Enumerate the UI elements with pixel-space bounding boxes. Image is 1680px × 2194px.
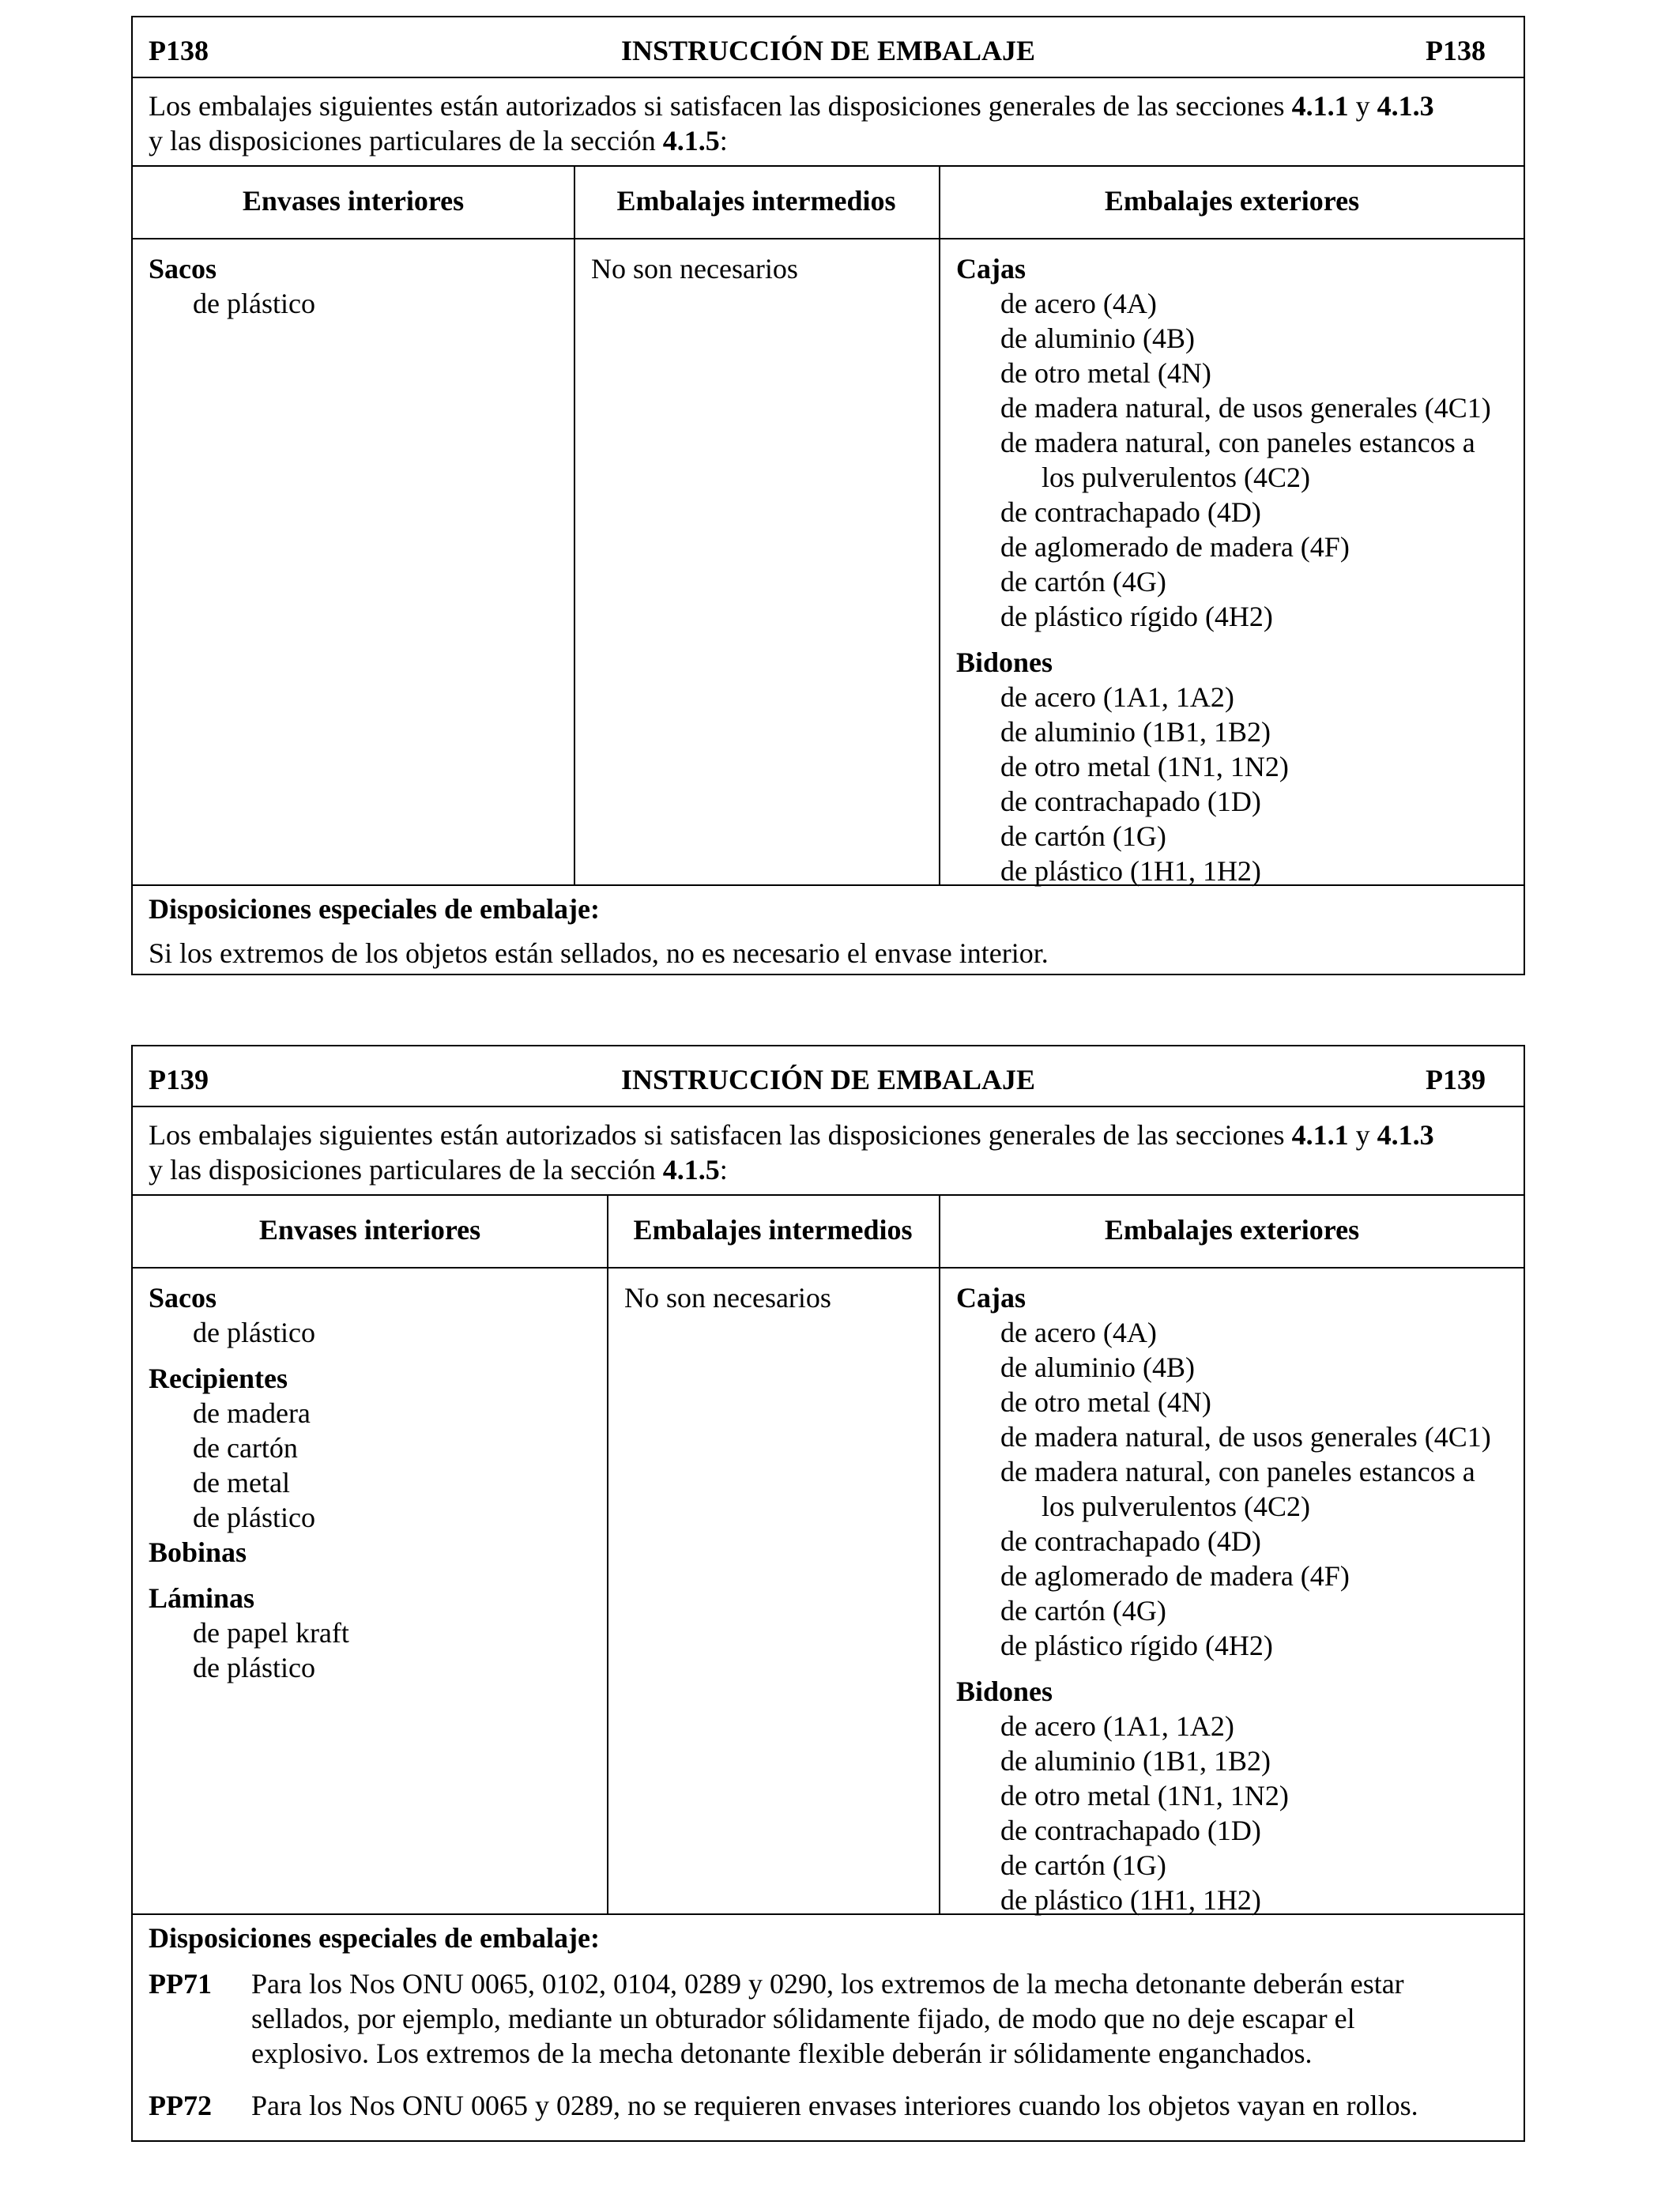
intro-text-part: y las disposiciones particulares de la sección — [149, 125, 663, 156]
list-item: de cartón (4G) — [1000, 566, 1166, 598]
instruction-title-row — [133, 17, 1524, 78]
outer-packagings-cell — [956, 251, 1491, 888]
intro-text — [149, 89, 1508, 158]
list-item: de aluminio (4B) — [1000, 1351, 1195, 1383]
packing-instruction-p138 — [131, 16, 1525, 975]
list-item: de acero (4A) — [1000, 288, 1157, 319]
column-divider — [607, 1194, 608, 1913]
list-item: de madera natural, con paneles estancos a — [1000, 427, 1475, 458]
instruction-title: INSTRUCCIÓN DE EMBALAJE — [620, 1064, 1036, 1095]
special-provision-pp71 — [149, 1966, 1508, 2071]
intro-text-part: y las disposiciones particulares de la sección — [149, 1154, 663, 1186]
list-item: de aglomerado de madera (4F) — [1000, 531, 1350, 563]
special-provisions-title: Disposiciones especiales de embalaje: — [149, 893, 600, 925]
intermediate-value: No son necesarios — [624, 1282, 831, 1314]
list-item: de contrachapado (1D) — [1000, 786, 1261, 817]
intro-text-part: Los embalajes siguientes están autorizados si satisfacen las disposiciones generales de las secciones — [149, 1119, 1292, 1151]
group-heading: Bobinas — [149, 1536, 247, 1568]
section-ref: 4.1.1 — [1291, 1119, 1349, 1151]
special-provisions-title: Disposiciones especiales de embalaje: — [149, 1922, 600, 1954]
list-item: de otro metal (1N1, 1N2) — [1000, 1780, 1289, 1811]
outer-packagings-cell — [956, 1280, 1491, 1917]
intro-text-part: y — [1348, 90, 1377, 122]
divider — [133, 165, 1524, 167]
list-item: de contrachapado (4D) — [1000, 1525, 1261, 1557]
list-item: de plástico (1H1, 1H2) — [1000, 1884, 1261, 1916]
group-heading: Bidones — [956, 647, 1053, 678]
list-item: de plástico rígido (4H2) — [1000, 1630, 1273, 1661]
intro-text-part: : — [719, 125, 728, 156]
list-item: de plástico — [193, 1317, 315, 1348]
inner-packagings-cell — [149, 1280, 349, 1685]
instruction-title: INSTRUCCIÓN DE EMBALAJE — [620, 35, 1036, 66]
group-heading: Bidones — [956, 1676, 1053, 1707]
instruction-code-left: P139 — [149, 1064, 209, 1095]
column-header-outer: Embalajes exteriores — [1104, 185, 1360, 217]
list-item: de plástico — [193, 288, 315, 319]
group-heading: Sacos — [149, 1282, 217, 1314]
provision-code: PP71 — [149, 1968, 212, 2000]
list-item: de metal — [193, 1467, 290, 1498]
list-item: de contrachapado (4D) — [1000, 496, 1261, 528]
instruction-title-row — [133, 1046, 1524, 1107]
list-item: de cartón (4G) — [1000, 1595, 1166, 1627]
column-header-outer: Embalajes exteriores — [1104, 1214, 1360, 1246]
list-item: de acero (1A1, 1A2) — [1000, 681, 1234, 713]
list-item: de aluminio (1B1, 1B2) — [1000, 1745, 1271, 1777]
list-item: de madera — [193, 1397, 311, 1429]
list-item: de plástico (1H1, 1H2) — [1000, 855, 1261, 887]
column-header-intermediate: Embalajes intermedios — [616, 185, 896, 217]
section-ref: 4.1.3 — [1377, 90, 1434, 122]
group-heading: Sacos — [149, 253, 217, 285]
intro-text — [149, 1118, 1508, 1187]
provision-code: PP72 — [149, 2090, 212, 2121]
section-ref: 4.1.1 — [1291, 90, 1349, 122]
inner-packagings-cell — [149, 251, 315, 321]
intermediate-packagings-cell — [591, 251, 798, 286]
list-item: los pulverulentos (4C2) — [1042, 1491, 1310, 1522]
section-ref: 4.1.5 — [662, 125, 720, 156]
list-item: de aluminio (1B1, 1B2) — [1000, 716, 1271, 748]
column-header-inner: Envases interiores — [242, 185, 465, 217]
list-item: de acero (4A) — [1000, 1317, 1157, 1348]
group-heading: Recipientes — [149, 1363, 288, 1394]
group-heading: Cajas — [956, 1282, 1026, 1314]
list-item: de papel kraft — [193, 1617, 349, 1649]
divider — [133, 1267, 1524, 1269]
list-item: de otro metal (4N) — [1000, 1386, 1211, 1418]
provision-text — [251, 1966, 1508, 2071]
list-item: de cartón (1G) — [1000, 820, 1166, 852]
provision-line: sellados, por ejemplo, mediante un obturador sólidamente fijado, de modo que no deje escapar el — [251, 2003, 1355, 2034]
column-divider — [574, 165, 575, 884]
special-provision-pp72 — [149, 2088, 1508, 2123]
group-heading: Cajas — [956, 253, 1026, 285]
list-item: de aluminio (4B) — [1000, 322, 1195, 354]
divider — [133, 1194, 1524, 1196]
list-item: de contrachapado (1D) — [1000, 1815, 1261, 1846]
list-item: de plástico — [193, 1652, 315, 1683]
list-item: de cartón — [193, 1432, 298, 1464]
column-header-inner: Envases interiores — [258, 1214, 481, 1246]
list-item: de acero (1A1, 1A2) — [1000, 1710, 1234, 1742]
section-ref: 4.1.5 — [662, 1154, 720, 1186]
list-item: de plástico rígido (4H2) — [1000, 601, 1273, 632]
divider — [133, 238, 1524, 239]
instruction-code-right: P139 — [1426, 1064, 1486, 1095]
intro-text-part: y — [1348, 1119, 1377, 1151]
list-item: de otro metal (4N) — [1000, 357, 1211, 389]
intro-text-part: : — [719, 1154, 728, 1186]
intro-text-part: Los embalajes siguientes están autorizados si satisfacen las disposiciones generales de las secciones — [149, 90, 1292, 122]
packing-instruction-p139 — [131, 1045, 1525, 2142]
instruction-code-right: P138 — [1426, 35, 1486, 66]
list-item: de plástico — [193, 1502, 315, 1533]
column-divider — [939, 165, 940, 884]
special-provisions-text: Si los extremos de los objetos están sellados, no es necesario el envase interior. — [149, 937, 1049, 969]
list-item: de madera natural, de usos generales (4C1) — [1000, 1421, 1491, 1453]
section-ref: 4.1.3 — [1377, 1119, 1434, 1151]
group-heading: Láminas — [149, 1582, 255, 1614]
instruction-code-left: P138 — [149, 35, 209, 66]
list-item: de madera natural, con paneles estancos a — [1000, 1456, 1475, 1487]
list-item: de aglomerado de madera (4F) — [1000, 1560, 1350, 1592]
provision-text: Para los Nos ONU 0065 y 0289, no se requieren envases interiores cuando los objetos vayan en rollos. — [251, 2090, 1418, 2121]
intermediate-packagings-cell — [624, 1280, 831, 1315]
list-item: de madera natural, de usos generales (4C1) — [1000, 392, 1491, 424]
provision-line: Para los Nos ONU 0065, 0102, 0104, 0289 y 0290, los extremos de la mecha detonante deberán estar — [251, 1968, 1404, 2000]
intermediate-value: No son necesarios — [591, 253, 798, 285]
list-item: de cartón (1G) — [1000, 1849, 1166, 1881]
column-divider — [939, 1194, 940, 1913]
list-item: de otro metal (1N1, 1N2) — [1000, 751, 1289, 782]
provision-line: explosivo. Los extremos de la mecha detonante flexible deberán ir sólidamente enganchados. — [251, 2038, 1313, 2069]
list-item: los pulverulentos (4C2) — [1042, 462, 1310, 493]
column-header-intermediate: Embalajes intermedios — [633, 1214, 913, 1246]
